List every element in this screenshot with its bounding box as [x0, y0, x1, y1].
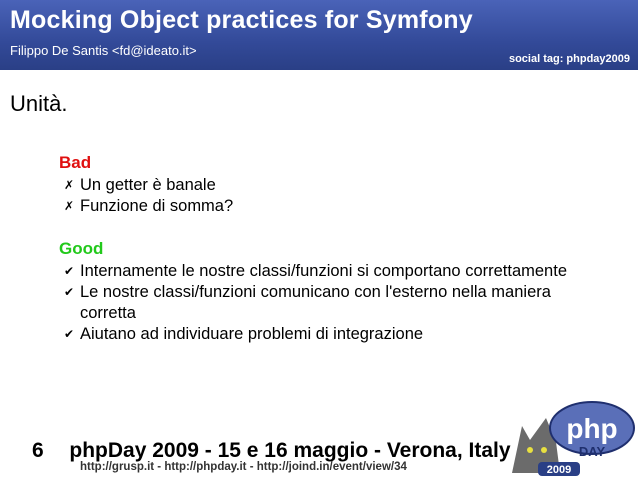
event-banner	[32, 439, 511, 463]
good-block	[59, 239, 580, 345]
check-mark-icon: ✔	[64, 285, 75, 299]
event-urls: http://grusp.it - http://phpday.it - http://joind.in/event/view/34	[80, 461, 407, 473]
event-name: phpDay 2009 - 15 e 16 maggio - Verona, Italy	[69, 439, 511, 462]
good-label: Good	[59, 239, 104, 258]
section-heading: Unità.	[10, 91, 68, 116]
list-item	[59, 175, 233, 196]
list-item	[59, 261, 580, 282]
cross-mark-icon: ✗	[64, 178, 75, 192]
check-mark-icon: ✔	[64, 327, 75, 341]
logo-php-text: php	[566, 413, 618, 444]
check-mark-icon: ✔	[64, 264, 75, 278]
logo-year-text: 2009	[546, 464, 572, 476]
social-tag: social tag: phpday2009	[508, 53, 630, 65]
list-item	[59, 282, 580, 324]
header-bar	[0, 0, 638, 70]
slide-title: Mocking Object practices for Symfony	[10, 6, 473, 34]
list-item	[59, 324, 580, 345]
good-item-text: Le nostre classi/funzioni comunicano con l'esterno nella maniera corretta	[80, 283, 551, 322]
bad-item-text: Un getter è banale	[80, 176, 216, 194]
bad-block	[59, 153, 233, 217]
list-item	[59, 196, 233, 217]
edition-number: 6	[32, 439, 44, 462]
logo-day-text: DAY	[578, 444, 606, 459]
good-item-text: Internamente le nostre classi/funzioni si comportano correttamente	[80, 262, 567, 280]
bad-label: Bad	[59, 153, 92, 172]
cross-mark-icon: ✗	[64, 199, 75, 213]
phpday-logo	[498, 398, 638, 478]
author-line: Filippo De Santis <fd@ideato.it>	[10, 43, 197, 58]
bad-item-text: Funzione di somma?	[80, 197, 234, 215]
good-item-text: Aiutano ad individuare problemi di integrazione	[80, 325, 424, 343]
